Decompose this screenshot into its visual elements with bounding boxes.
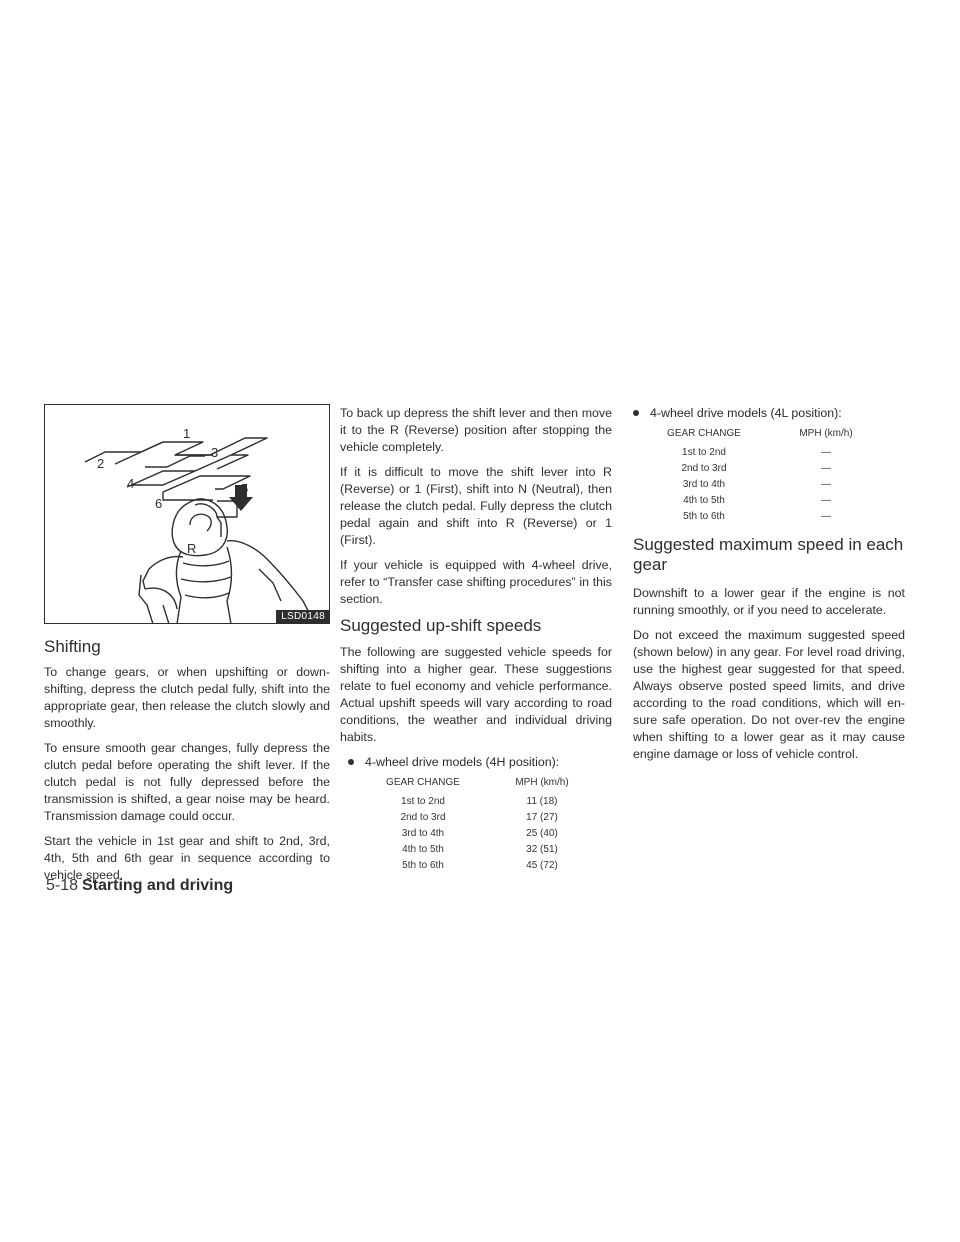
table-cell: —	[821, 494, 831, 506]
section-heading-shifting: Shifting	[44, 637, 101, 656]
table-cell: —	[821, 462, 831, 474]
table-row	[658, 492, 902, 508]
column-3	[633, 405, 905, 771]
table-row	[368, 793, 606, 809]
paragraph: To back up depress the shift lever and then move it to the R (Reverse) position after stopping the vehicle completely.	[340, 406, 612, 454]
gear-label-3: 3	[211, 445, 219, 460]
gear-label-4: 4	[127, 476, 135, 491]
bullet-text: 4-wheel drive models (4H position):	[365, 755, 560, 769]
table-row	[368, 841, 606, 857]
section-heading-max-speed: Suggested maximum speed in each gear	[633, 535, 904, 574]
table-cell: 17 (27)	[526, 811, 558, 823]
section-heading-upshift: Suggested up-shift speeds	[340, 616, 542, 635]
section-title: Starting and driving	[82, 877, 234, 894]
table-header-row	[368, 777, 606, 793]
table-row	[658, 460, 902, 476]
table-cell: 2nd to 3rd	[681, 462, 727, 474]
page-footer	[46, 877, 233, 895]
paragraph: If it is difficult to move the shift lever into R (Reverse) or 1 (First), shift into N (Neutral), then release the clutch pedal. Fully depress the clutch pedal again and shift into R (Reverse) or 1 (First).	[340, 465, 612, 547]
bullet-icon	[348, 759, 354, 765]
paragraph: To ensure smooth gear changes, fully depress the clutch pedal before operating the shift lever. If the clutch pedal is not fully depressed before the transmission is shifted, a gear noise may be heard. Transmission damage could occur.	[44, 741, 330, 823]
bullet-item	[348, 754, 612, 771]
table-row	[658, 476, 902, 492]
paragraph: To change gears, or when upshifting or down-shifting, depress the clutch pedal fully, shift into the appropriate gear, then release the clutch slowly and smoothly.	[44, 665, 330, 730]
table-row	[368, 809, 606, 825]
bullet-icon	[633, 410, 639, 416]
column-header: MPH (km/h)	[799, 428, 853, 439]
table-cell: 4th to 5th	[683, 494, 725, 506]
page-number: 5-18	[46, 877, 79, 894]
gear-label-5: 5	[241, 481, 249, 496]
table-row	[368, 857, 606, 873]
gear-label-1: 1	[183, 426, 191, 441]
table-header-row	[658, 428, 902, 444]
table-cell: —	[821, 478, 831, 490]
table-cell: —	[821, 446, 831, 458]
table-cell: 1st to 2nd	[682, 446, 726, 458]
table-row	[658, 508, 902, 524]
shift-lever-illustration	[45, 405, 330, 624]
table-cell: 3rd to 4th	[401, 827, 445, 839]
table-cell: 1st to 2nd	[401, 795, 445, 807]
table-cell: 5th to 6th	[402, 859, 444, 871]
table-cell: 32 (51)	[526, 843, 558, 855]
column-1	[44, 404, 330, 892]
figure-code: LSD0148	[276, 610, 329, 623]
paragraph: The following are suggested vehicle speeds for shifting into a higher gear. These suggestions relate to fuel economy and vehicle performance. Actual upshift speeds will vary according to road conditions, the weather and individual driving habits.	[340, 645, 612, 744]
column-header: GEAR CHANGE	[667, 428, 741, 439]
bullet-text: 4-wheel drive models (4L position):	[650, 406, 842, 420]
table-cell: 2nd to 3rd	[400, 811, 446, 823]
table-cell: 25 (40)	[526, 827, 558, 839]
gear-label-6: 6	[155, 496, 163, 511]
paragraph: If your vehicle is equipped with 4-wheel drive, refer to “Transfer case shifting procedures” in this section.	[340, 558, 612, 606]
table-cell: 4th to 5th	[402, 843, 444, 855]
column-2	[340, 405, 612, 884]
upshift-speed-table	[368, 777, 606, 873]
paragraph: Downshift to a lower gear if the engine is not running smoothly, or if you need to accelerate.	[633, 586, 905, 617]
paragraph: Do not exceed the maximum suggested speed (shown below) in any gear. For level road driving, use the highest gear suggested for that speed. Always observe posted speed limits, and drive according to the road conditions, which will en-sure safe operation. Do not over-rev the engine when shifting to a lower gear as it may cause engine damage or loss of vehicle control.	[633, 628, 905, 761]
table-row	[658, 444, 902, 460]
paragraph: Start the vehicle in 1st gear and shift to 2nd, 3rd, 4th, 5th and 6th gear in sequence according to vehicle speed.	[44, 834, 330, 882]
gear-label-2: 2	[97, 456, 105, 471]
column-header: MPH (km/h)	[515, 777, 569, 788]
bullet-item	[633, 405, 905, 422]
table-cell: —	[821, 510, 831, 522]
lowrange-speed-table	[658, 428, 902, 524]
table-row	[368, 825, 606, 841]
column-header: GEAR CHANGE	[386, 777, 460, 788]
table-cell: 3rd to 4th	[682, 478, 726, 490]
table-cell: 45 (72)	[526, 859, 558, 871]
shift-pattern-figure	[44, 404, 330, 624]
table-cell: 5th to 6th	[683, 510, 725, 522]
table-cell: 11 (18)	[526, 795, 558, 807]
gear-label-r: R	[187, 541, 197, 556]
